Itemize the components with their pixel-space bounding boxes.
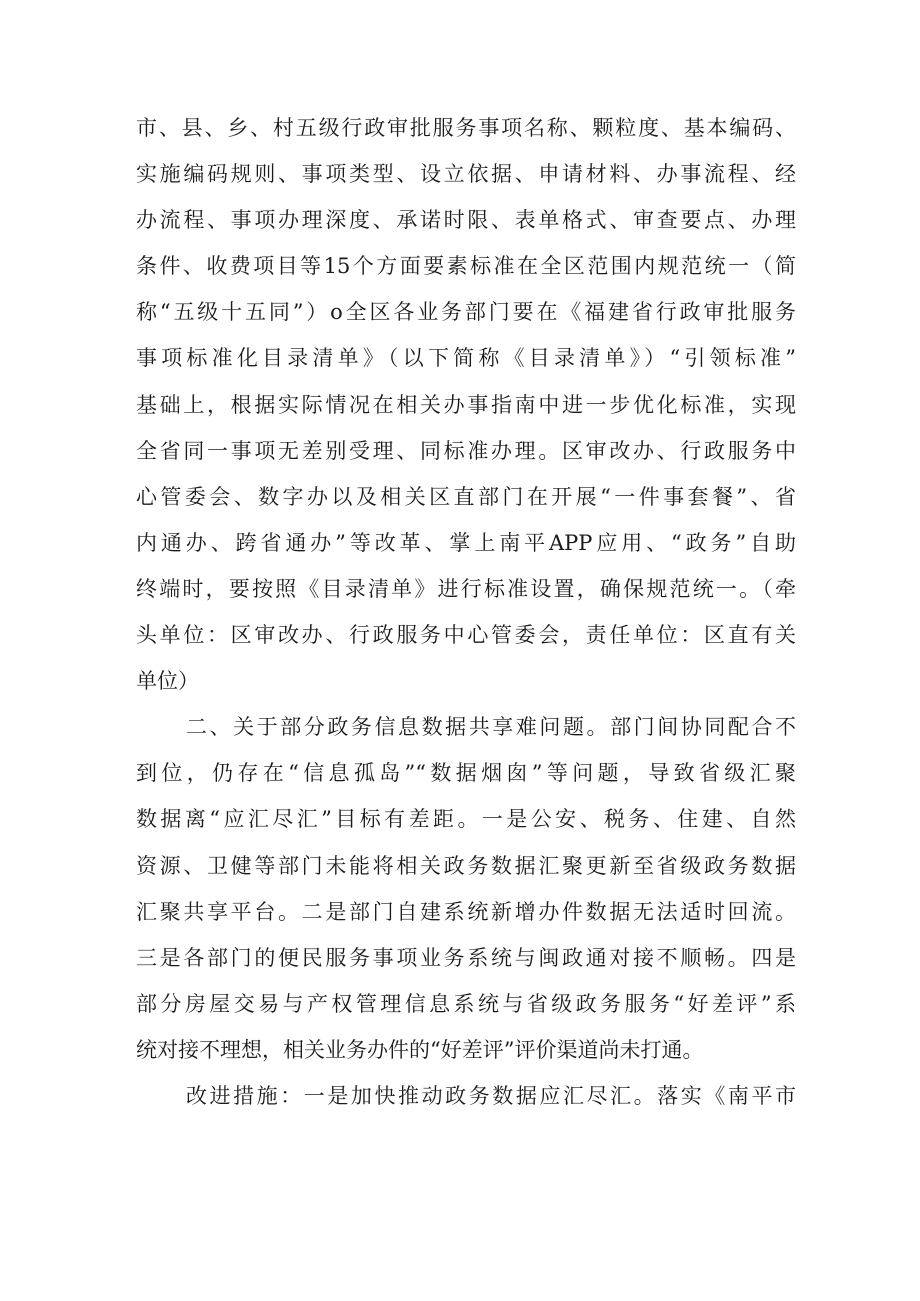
- text-line: 单位）: [136, 669, 199, 694]
- text-line: 事项标准化目录清单》（以下简称《目录清单》）“引领标准”: [136, 346, 796, 371]
- text-line: 条件、收费项目等15个方面要素标准在全区范围内规范统一（简: [136, 254, 796, 279]
- text-line: 统对接不理想，相关业务办件的“好差评”评价渠道尚未打通。: [136, 1037, 704, 1062]
- text-line: 头单位：区审改办、行政服务中心管委会，责任单位：区直有关: [136, 623, 796, 648]
- text-line: 到位，仍存在“信息孤岛”“数据烟囱”等问题，导致省级汇聚: [136, 761, 796, 786]
- section-heading-line: 二、关于部分政务信息数据共享难问题。部门间协同配合不: [186, 715, 796, 740]
- paragraph-data-sharing-issue: [136, 704, 796, 1073]
- text-line: 全省同一事项无差别受理、同标准办理。区审改办、行政服务中: [136, 438, 796, 463]
- text-line: 办流程、事项办理深度、承诺时限、表单格式、审查要点、办理: [136, 208, 796, 233]
- text-line: 基础上，根据实际情况在相关办事指南中进一步优化标准，实现: [136, 392, 796, 417]
- text-line: 心管委会、数字办以及相关区直部门在开展“一件事套餐”、省: [136, 484, 796, 509]
- text-line: 内通办、跨省通办”等改革、掌上南平APP应用、“政务”自助: [136, 530, 796, 555]
- text-line: 改进措施：一是加快推动政务数据应汇尽汇。落实《南平市: [186, 1083, 796, 1108]
- text-line: 三是各部门的便民服务事项业务系统与闽政通对接不顺畅。四是: [136, 945, 796, 970]
- text-line: 称“五级十五同”）o全区各业务部门要在《福建省行政审批服务: [136, 300, 796, 325]
- text-line: 部分房屋交易与产权管理信息系统与省级政务服务“好差评”系: [136, 991, 796, 1016]
- document-body: [136, 105, 796, 1119]
- paragraph-standardization: [136, 105, 796, 704]
- text-line: 实施编码规则、事项类型、设立依据、申请材料、办事流程、经: [136, 162, 796, 187]
- paragraph-improvement-measures: [136, 1073, 796, 1119]
- text-line: 资源、卫健等部门未能将相关政务数据汇聚更新至省级政务数据: [136, 853, 796, 878]
- text-line: 汇聚共享平台。二是部门自建系统新增办件数据无法适时回流。: [136, 899, 796, 924]
- text-line: 数据离“应汇尽汇”目标有差距。一是公安、税务、住建、自然: [136, 807, 796, 832]
- text-line: 终端时，要按照《目录清单》进行标准设置，确保规范统一。（牵: [136, 576, 796, 601]
- text-line: 市、县、乡、村五级行政审批服务事项名称、颗粒度、基本编码、: [136, 116, 796, 140]
